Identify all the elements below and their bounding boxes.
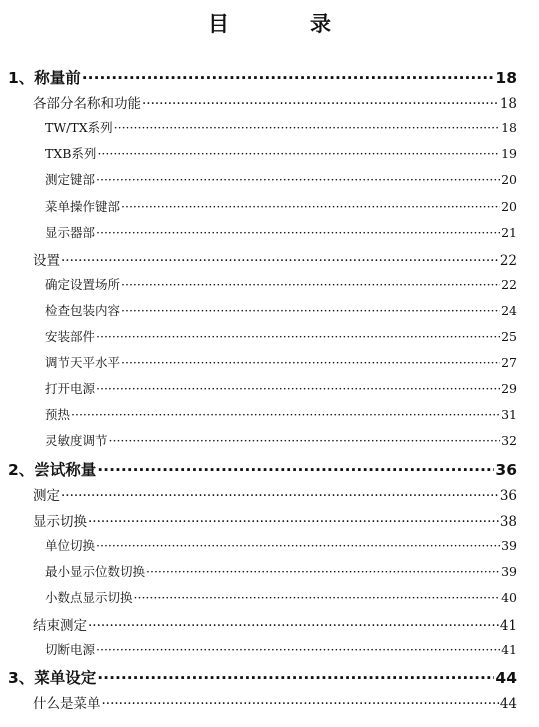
toc-entry-title: 2、尝试称量: [8, 460, 97, 479]
dot-leader: [82, 69, 495, 87]
toc-entry-level-3[interactable]: [45, 275, 517, 293]
toc-entry-title: 各部分名称和功能: [33, 96, 141, 113]
dot-leader: [96, 381, 500, 396]
toc-entry-level-2[interactable]: [33, 92, 517, 112]
toc-entry-title: 打开电源: [45, 381, 96, 397]
toc-entry-title: 确定设置场所: [45, 276, 121, 292]
toc-entry-level-3[interactable]: [45, 301, 517, 319]
toc-entry-level-3[interactable]: [45, 640, 517, 658]
toc-entry-level-2[interactable]: [33, 692, 517, 712]
toc-entry-level-3[interactable]: [45, 562, 517, 580]
toc-entry-title: 单位切换: [45, 537, 96, 553]
toc-entry-page-number: 38: [499, 513, 517, 530]
dot-leader: [97, 146, 500, 161]
dot-leader: [61, 488, 499, 504]
dot-leader: [134, 590, 501, 605]
toc-entry-title: 显示器部: [45, 224, 96, 240]
dot-leader: [97, 461, 494, 479]
toc-entry-title: 切断电源: [45, 642, 96, 658]
toc-entry-title: 安装部件: [45, 329, 96, 344]
toc-entry-page-number: 25: [501, 329, 517, 344]
toc-entry-page-number: 41: [499, 618, 517, 635]
toc-entry-title: 灵敏度调节: [45, 433, 108, 449]
toc-entry-page-number: 22: [499, 252, 517, 269]
toc-entry-page-number: 27: [501, 355, 517, 371]
toc-entry-level-3[interactable]: [45, 536, 517, 554]
toc-entry-level-3[interactable]: [45, 431, 517, 449]
dot-leader: [102, 696, 499, 712]
toc-entry-page-number: 18: [501, 120, 517, 136]
toc-entry-level-3[interactable]: [45, 118, 517, 136]
toc-entry-title: 设置: [33, 252, 60, 269]
toc-entry-level-3[interactable]: [45, 223, 517, 241]
toc-entry-page-number: 18: [499, 96, 517, 113]
dot-leader: [142, 96, 499, 112]
toc-entry-title: 调节天平水平: [45, 355, 121, 371]
toc-entry-level-3[interactable]: [45, 144, 517, 162]
toc-entry-title: TW/TX系列: [45, 120, 113, 136]
toc-entry-page-number: 36: [499, 487, 517, 504]
dot-leader: [71, 407, 500, 422]
toc-entry-title: 最小显示位数切换: [45, 563, 146, 579]
toc-entry-title: 什么是菜单: [33, 696, 101, 713]
toc-entry-level-3[interactable]: [45, 170, 517, 188]
toc-entry-level-3[interactable]: [45, 405, 517, 423]
toc-entry-title: 检查包装内容: [45, 302, 121, 318]
toc-entry-page-number: 41: [501, 642, 517, 658]
toc-entry-level-3[interactable]: [45, 197, 517, 215]
toc-entry-page-number: 40: [501, 590, 517, 605]
toc-entry-page-number: 44: [499, 696, 517, 713]
toc-entry-level-3[interactable]: [45, 327, 517, 345]
toc-entry-title: TXB系列: [45, 146, 97, 162]
toc-entry-level-2[interactable]: [33, 510, 517, 530]
toc-entry-page-number: 20: [501, 172, 517, 188]
toc-entry-level-2[interactable]: [33, 484, 517, 504]
toc-entry-level-2[interactable]: [33, 614, 517, 634]
toc-entry-page-number: 31: [501, 407, 517, 423]
toc-entry-title: 3、菜单设定: [8, 669, 97, 688]
toc-entry-title: 预热: [45, 407, 71, 423]
page-title: 目 录: [208, 12, 361, 36]
dot-leader: [121, 199, 500, 214]
toc-entry-page-number: 18: [495, 69, 517, 87]
toc-entry-level-1[interactable]: [8, 458, 517, 480]
toc-entry-page-number: 19: [501, 146, 517, 162]
toc-entry-level-1[interactable]: [8, 666, 517, 688]
dot-leader: [146, 564, 500, 579]
toc-entry-title: 测定: [33, 487, 60, 504]
dot-leader: [109, 433, 501, 448]
toc-entry-title: 菜单操作键部: [45, 198, 121, 214]
toc-entry-page-number: 32: [501, 433, 517, 449]
dot-leader: [96, 642, 500, 657]
dot-leader: [114, 120, 500, 135]
dot-leader: [96, 538, 500, 553]
dot-leader: [96, 225, 500, 240]
toc-entry-page-number: 39: [501, 537, 517, 553]
toc-entry-level-2[interactable]: [33, 249, 517, 269]
dot-leader: [97, 669, 494, 687]
toc-entry-title: 结束测定: [33, 618, 87, 635]
toc-entry-title: 1、称量前: [8, 69, 81, 87]
toc-entry-title: 显示切换: [33, 513, 87, 530]
toc-entry-page-number: 21: [501, 224, 517, 240]
dot-leader: [121, 277, 500, 292]
dot-leader: [88, 514, 499, 530]
toc-entry-page-number: 44: [495, 669, 517, 688]
toc-entry-title: 小数点显示切换: [45, 590, 133, 605]
dot-leader: [96, 329, 500, 344]
toc-entry-page-number: 22: [501, 276, 517, 292]
toc-entry-level-1[interactable]: [8, 66, 517, 88]
toc-entry-title: 测定键部: [45, 172, 96, 188]
toc-entry-level-3[interactable]: [45, 353, 517, 371]
dot-leader: [61, 253, 499, 269]
dot-leader: [121, 355, 500, 370]
dot-leader: [88, 618, 499, 634]
toc-entry-page-number: 20: [501, 198, 517, 214]
toc-entry-page-number: 29: [501, 381, 517, 397]
toc-entry-level-3[interactable]: [45, 588, 517, 606]
toc-entry-level-3[interactable]: [45, 379, 517, 397]
toc-entry-page-number: 24: [501, 302, 517, 318]
toc-entry-page-number: 36: [495, 460, 517, 479]
dot-leader: [96, 172, 500, 187]
toc-entry-page-number: 39: [501, 563, 517, 579]
dot-leader: [121, 303, 500, 318]
